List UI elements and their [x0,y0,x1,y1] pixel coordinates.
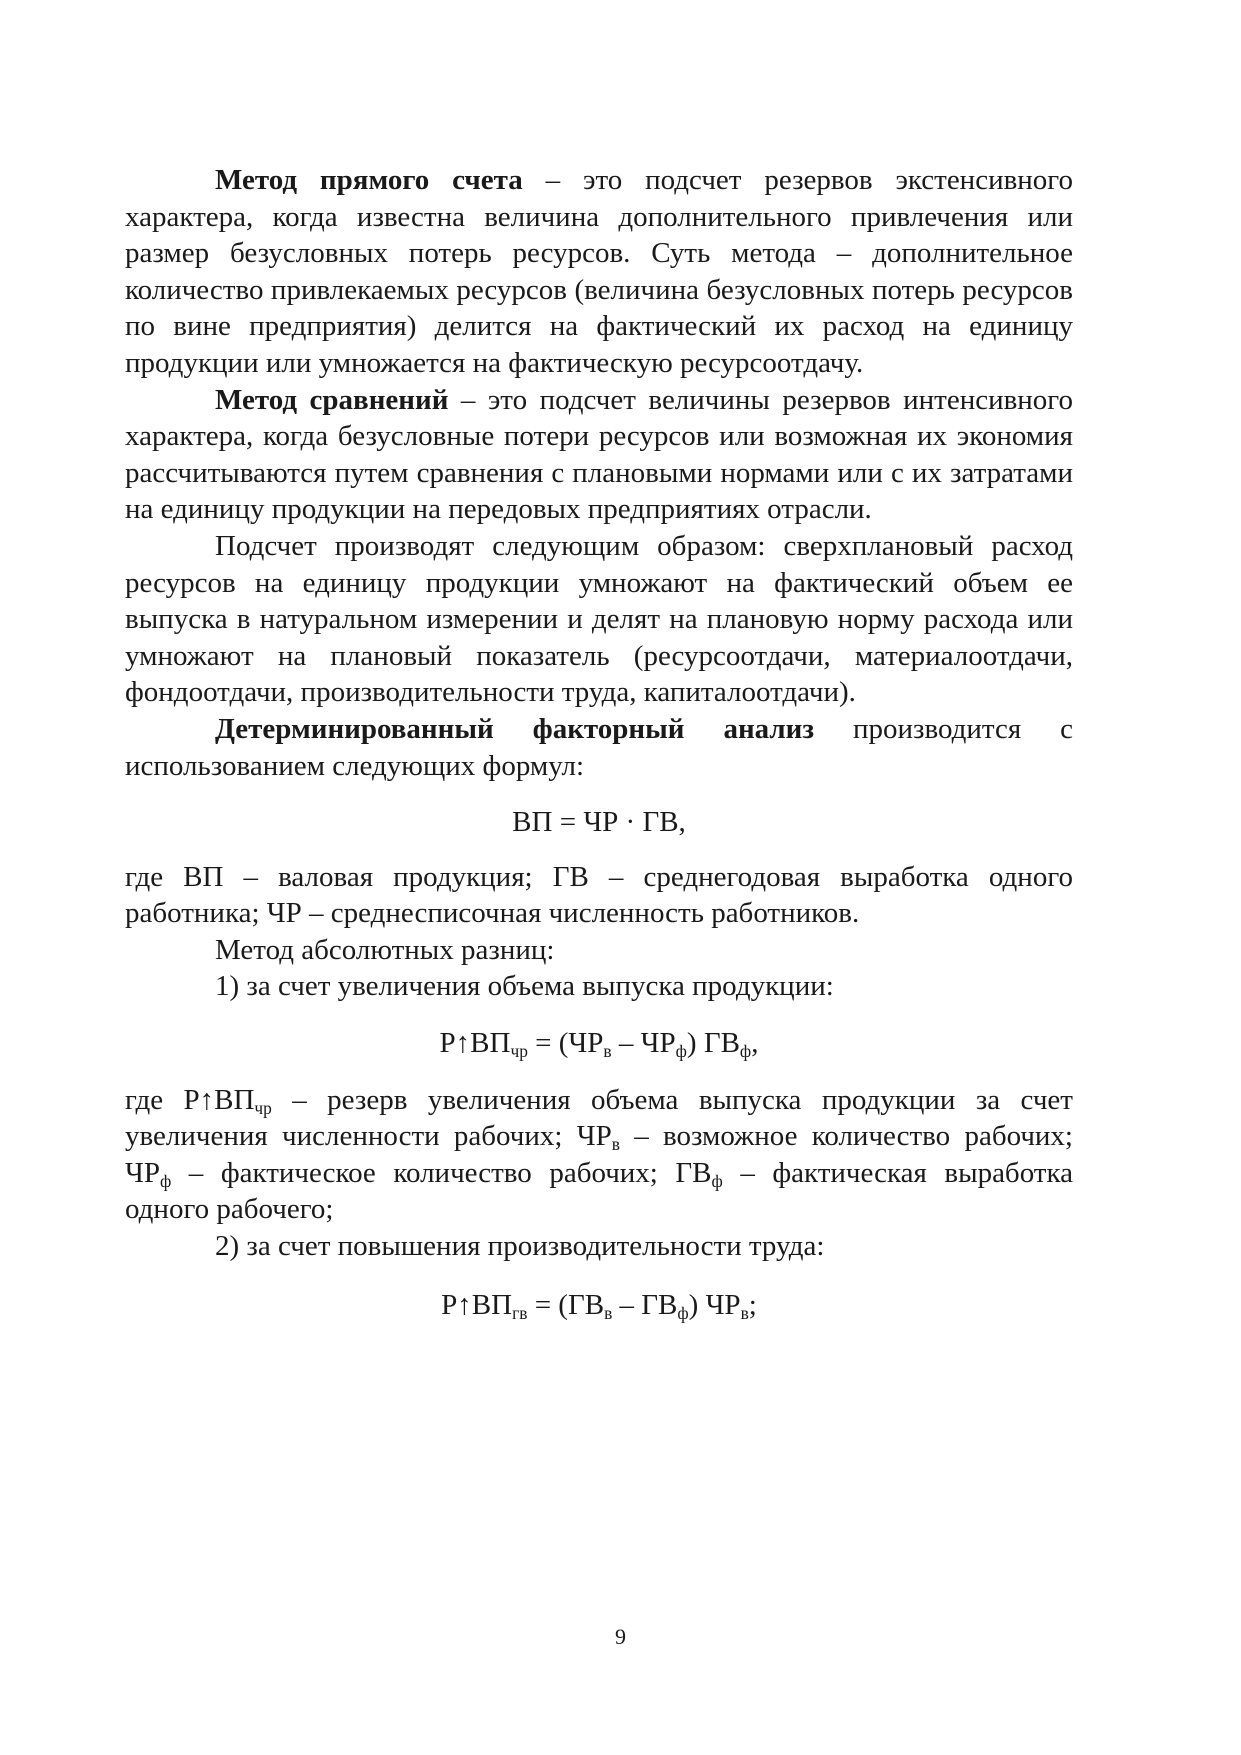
paragraph-text: где ВП – валовая продукция; ГВ – среднегодовая выработка одного работника; ЧР – среднесписочная численность работников. [125,860,1073,930]
paragraph-text: 2) за счет повышения производительности труда: [215,1230,825,1263]
paragraph-text: Подсчет производят следующим образом: сверхплановый расход ресурсов на единицу продукции умножают на фактический объем ее выпуска в натуральном измерении и делят на плановую норму расхода или умножают на плановый показатель (ресурсоотдачи, материалоотдачи, фондоотдачи, производительности труда, капиталоотдачи). [125,529,1073,709]
paragraph-text: – это подсчет величины резервов интенсивного характера, когда безусловные потери ресурсов или возможная их экономия рассчитываются путем сравнения с плановыми нормами или с их затратами на единицу продукции на передовых предприятиях отрасли. [125,383,1073,526]
formula-reserve-workers: $Р↑ВП_{чр} = (ЧР_в - ЧР_ф)$ $ГВ_ф$, [439,1027,759,1062]
paragraph-direct-count-method [125,162,1073,382]
paragraph-comparison-method [125,382,1073,528]
list-item-1 [125,968,1073,1005]
paragraph-deterministic-analysis [125,711,1073,784]
term-direct-count-method: Метод прямого счета [215,164,523,196]
term-comparison-method: Метод сравнений [215,383,449,416]
formula-reserve-productivity: $Р↑ВП_{гв} = (ГВ_в - ГВ_ф)$ $ЧР_в$; [441,1288,757,1323]
paragraph-text: производится с использованием следующих формул: [125,712,1073,782]
page-number: 9 [615,1624,626,1649]
term-deterministic-analysis: Детерминированный факторный анализ [215,712,815,745]
formula-gross-output: ВП = ЧР · ГВ, [512,806,686,839]
paragraph-reserve-workers-legend: где $Р↑ВП_{чр}$ – резерв увеличения объема выпуска продукции за счет увеличения численности рабочих; $ЧР_в$ – возможное количество рабочих; $ЧР_ф$ – фактическое количество рабочих; $ГВ_ф$ – фактическая выработка одного рабочего; [125,1083,1074,1226]
paragraph-gross-output-legend [125,859,1073,932]
paragraph-absolute-differences [125,932,1073,969]
paragraph-text: – это подсчет резервов экстенсивного характера, когда известна величина дополнительного привлечения или размер безусловных потерь ресурсов. Суть метода – дополнительное количество привлекаемых ресурсов (величина безусловных потерь ресурсов по вине предприятия) делится на фактический их расход на единицу продукции или умножается на фактическую ресурсоотдачу. [125,164,1073,379]
page-body [125,162,1073,1323]
list-item-2 [125,1228,1073,1265]
paragraph-calculation [125,528,1073,711]
paragraph-text: 1) за счет увеличения объема выпуска продукции: [215,970,834,1003]
paragraph-text: Метод абсолютных разниц: [215,933,555,966]
